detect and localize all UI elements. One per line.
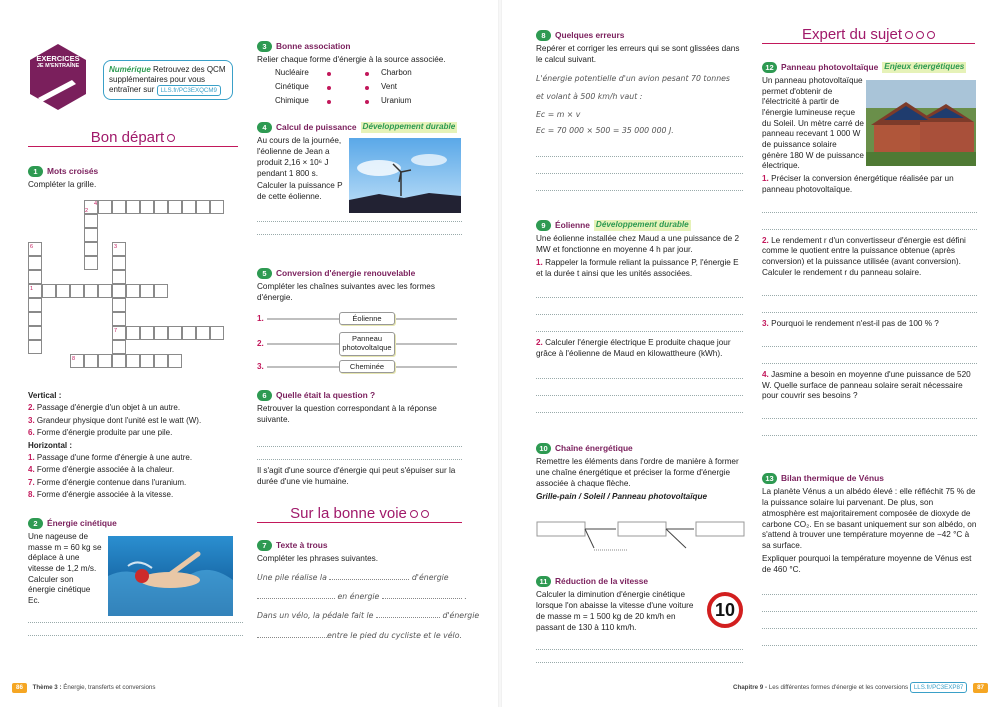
chains: 1. 2. 3. Éolienne Panneau photovoltaïque Cheminée — [257, 310, 462, 375]
exercise-9: 9 Éolienne Développement durable Une éolienne installée chez Maud a une puissance de 2 MW et fonctionne en moyenne 4 h par jour. 1. Rappeler la formule reliant la puissance P, l'énergie E et la durée t ainsi que les unités associées. 2. Calculer l'énergie électrique E produite chaque jour grâce à l'éolienne de Maud en kilowattheure (kWh). — [536, 220, 743, 413]
numerique-text: Retrouvez des QCM supplémentaires pour vous entraîner sur — [109, 65, 226, 94]
numerique-box — [103, 60, 233, 100]
link-dot[interactable] — [327, 86, 331, 90]
solar-house-photo — [866, 80, 976, 166]
exercise-4: 4 Calcul de puissance Développement durable Au cours de la journée, l'éolienne de Jean a produit 2,16 × 10⁶ J pendant 1 800 s. Calculer la puissance P de cette éolienne. — [257, 122, 462, 235]
grid-number: 7 — [114, 328, 118, 334]
numerique-label: Numérique — [109, 65, 151, 74]
link-dot[interactable] — [327, 72, 331, 76]
exercise-11: 11 Réduction de la vitesse Calculer la diminution d'énergie cinétique lorsque l'on abaisse la vitesse d'une voiture de masse m = 1 500 kg de 20 km/h en passant de 130 à 110 km/h. — [536, 576, 743, 663]
exercise-badge — [28, 42, 88, 112]
exercise-13: 13 Bilan thermique de Vénus La planète Vénus a un albédo élevé : elle réfléchit 75 % de la puissance solaire lui parvenant. De plus, son atmosphère est majoritairement composée de dioxyde de carbone CO₂. En se basant uniquement sur son albédo, on s'attend à trouver une température moyenne de −42 °C à sa surface. Expliquer pourquoi la température moyenne de Vénus est de 460 °C. — [762, 473, 977, 646]
energy-item: Chimique — [275, 95, 309, 105]
energy-chain-blank — [536, 518, 746, 558]
badge-line1: EXERCICES — [36, 54, 80, 63]
exercise-title: Mots croisés — [47, 166, 99, 176]
circle-icon — [421, 510, 429, 518]
chain-box: Panneau photovoltaïque — [339, 332, 395, 356]
clue: 6. Forme d'énergie produite par une pile. — [28, 428, 173, 438]
page-number: 86 — [12, 683, 27, 693]
exercise-number: 1 — [28, 166, 43, 177]
vertical-title: Vertical : — [28, 391, 62, 400]
link-dot[interactable] — [365, 72, 369, 76]
exercise-text: Une nageuse de masse m = 60 kg se déplace à une vitesse de 1,2 m/s. Calculer son énergie cinétique Ec. — [28, 532, 102, 606]
clue: 2. Passage d'énergie d'un objet à un autre. — [28, 403, 181, 413]
source-item: Vent — [381, 81, 398, 91]
grid-number: 2 — [85, 208, 89, 214]
grid-number: 1 — [30, 286, 34, 292]
link-dot[interactable] — [365, 86, 369, 90]
clue: 7. Forme d'énergie contenue dans l'uranium. — [28, 477, 187, 487]
clue: 8. Forme d'énergie associée à la vitesse. — [28, 490, 174, 500]
grid-number: 4 — [94, 201, 98, 207]
footer-link[interactable]: LLS.fr/PC3EXP87 — [910, 682, 968, 693]
badge-shape — [28, 42, 88, 112]
crossword-grid — [28, 200, 238, 370]
grid-number: 3 — [114, 244, 118, 250]
horizontal-title: Horizontal : — [28, 440, 72, 450]
chain-box: Cheminée — [339, 360, 395, 373]
clue: 1. Passage d'une forme d'énergie à une autre. — [28, 452, 193, 462]
link-dot[interactable] — [327, 100, 331, 104]
source-item: Charbon — [381, 67, 412, 77]
exercise-10: 10 Chaîne énergétique Remettre les éléments dans l'ordre de manière à former une chaîne énergétique et préciser la forme d'énergie associée à chaque flèche. Grille-pain / Soleil / Panneau photovoltaïque — [536, 443, 739, 501]
grid-number: 6 — [30, 244, 34, 250]
clue: 4. Forme d'énergie associée à la chaleur. — [28, 465, 175, 475]
page-number: 87 — [973, 683, 988, 693]
exercise-1 — [28, 166, 238, 193]
right-page — [500, 0, 1000, 707]
wind-turbine-photo — [349, 138, 461, 213]
swimmer-photo — [108, 536, 233, 616]
exercise-5: 5 Conversion d'énergie renouvelable Compléter les chaînes suivantes avec les formes d'énergie. — [257, 268, 435, 302]
exercise-8: 8 Quelques erreurs Repérer et corriger les erreurs qui se sont glissées dans le calcul suivant. L'énergie potentielle d'un avion pesant 70 tonnes et volant à 500 km/h vaut : Ec = m × v Ec = 70 000 × 500 = 35 000 000 J. — [536, 30, 743, 191]
crossword-clues — [28, 390, 243, 502]
section-expert: Expert du sujet — [762, 25, 975, 45]
circle-icon — [916, 31, 924, 39]
instruction: Compléter la grille. — [28, 180, 97, 190]
circle-icon — [905, 31, 913, 39]
grid-number: 8 — [72, 356, 76, 362]
link-dot[interactable] — [365, 100, 369, 104]
clue: 3. Grandeur physique dont l'unité est le watt (W). — [28, 415, 202, 425]
footer-left: 86 Thème 3 : Énergie, transferts et conversions — [8, 681, 155, 695]
exercise-3: 3 Bonne association Relier chaque forme d'énergie à la source associée. Nucléaire Cinétique Chimique Charbon Vent Uranium — [257, 41, 446, 105]
numerique-link[interactable]: LLS.fr/PC3EXQCM9 — [157, 85, 221, 96]
chain-box: Éolienne — [339, 312, 395, 325]
exercise-6: 6 Quelle était la question ? Retrouver la question correspondant à la réponse suivante. Il s'agit d'une source d'énergie qui peut s'épuiser sur la durée d'une vie humaine. — [257, 390, 462, 489]
circle-icon — [410, 510, 418, 518]
exercise-12: 12 Panneau photovoltaïque Enjeux énergétiques Un panneau photovoltaïque permet d'obtenir de l'électricité à partir de l'énergie lumineuse reçue du Soleil. Un mètre carré de panneau recevant 1 000 W de puissance solaire génère 180 W de puissance électrique. 1. Préciser la conversion énergétique réalisée par un panneau photovoltaïque. 2. Le rendement r d'un convertisseur d'énergie est défini comme le quotient entre la puissance obtenue (après conversion) et la puissance utilisée (avant conversion). Calculer le rendement r du panneau solaire. 3. Pourquoi le rendement n'est-il pas de 100 % ? 4. Jasmine a besoin en moyenne d'une puissance de 520 W. Quelle surface de panneau solaire serait nécessaire pour couvrir ses besoins ? — [762, 62, 977, 436]
footer-right: Chapitre 9 - Les différentes formes d'énergie et les conversions LLS.fr/PC3EXP87 87 — [730, 681, 992, 695]
badge-line2: JE M'ENTRAÎNE — [36, 63, 80, 70]
energy-item: Cinétique — [275, 81, 309, 91]
circle-icon — [167, 134, 175, 142]
exercise-2: 2 Énergie cinétique Une nageuse de masse m = 60 kg se déplace à une vitesse de 1,2 m/s. Calculer son énergie cinétique Ec. — [28, 518, 243, 636]
speed-limit-sign-icon: 10 — [707, 592, 743, 628]
energy-item: Nucléaire — [275, 67, 309, 77]
section-bonne-voie: Sur la bonne voie — [257, 504, 462, 524]
exercise-7: 7 Texte à trous Compléter les phrases suivantes. Une pile réalise la d'énergie en énergie . Dans un vélo, la pédale fait le d'énergie entre le pied du cycliste et le vélo. — [257, 540, 480, 640]
source-item: Uranium — [381, 95, 412, 105]
circle-icon — [927, 31, 935, 39]
section-bon-depart: Bon départ — [28, 128, 238, 148]
